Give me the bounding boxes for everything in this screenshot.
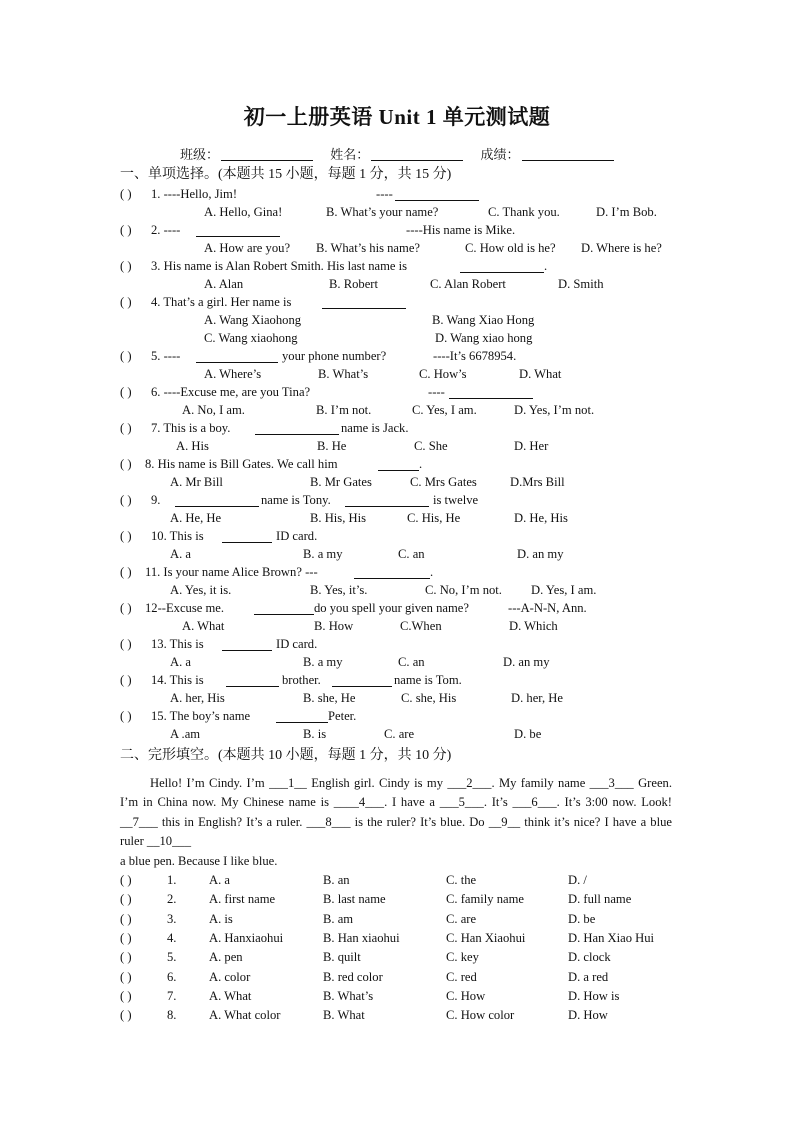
answer-bracket[interactable]: ( ) bbox=[120, 493, 132, 507]
question-stem: 14. This is bbox=[151, 673, 204, 687]
question-stem: 7. This is a boy. bbox=[151, 421, 231, 435]
option-b: B. Robert bbox=[329, 277, 378, 291]
option-b: B. His, His bbox=[310, 511, 366, 525]
option-c: C. red bbox=[446, 970, 477, 984]
option-b: B. What’s bbox=[318, 367, 369, 381]
option-d: D. What bbox=[519, 367, 562, 381]
option-d: D.Mrs Bill bbox=[510, 475, 565, 489]
option-c: C. the bbox=[446, 873, 477, 887]
answer-blank bbox=[196, 350, 278, 363]
option-d: D. a red bbox=[568, 970, 609, 984]
answer-bracket[interactable]: ( ) bbox=[120, 1008, 132, 1022]
option-a: A. Yes, it is. bbox=[170, 583, 232, 597]
option-b: B. What’s your name? bbox=[326, 205, 439, 219]
option-d: D. I’m Bob. bbox=[596, 205, 657, 219]
option-d: D. Yes, I am. bbox=[531, 583, 597, 597]
cloze-passage bbox=[120, 774, 672, 852]
answer-blank bbox=[222, 638, 272, 651]
answer-blank bbox=[345, 494, 429, 507]
option-d: D. Wang xiao hong bbox=[435, 331, 533, 345]
option-c: C. key bbox=[446, 950, 479, 964]
question-stem-part: do you spell your given name? bbox=[314, 601, 469, 615]
answer-bracket[interactable]: ( ) bbox=[120, 912, 132, 926]
option-b: B. am bbox=[323, 912, 354, 926]
option-c: C. an bbox=[398, 547, 425, 561]
cloze-question-number: 7. bbox=[167, 989, 177, 1003]
question-stem-part: ID card. bbox=[276, 529, 318, 543]
option-c: C. an bbox=[398, 655, 425, 669]
option-d: D. How is bbox=[568, 989, 620, 1003]
question-stem: 9. bbox=[151, 493, 161, 507]
answer-bracket[interactable]: ( ) bbox=[120, 970, 132, 984]
option-b: B. I’m not. bbox=[316, 403, 372, 417]
option-c: C. How bbox=[446, 989, 486, 1003]
question-stem: 11. Is your name Alice Brown? --- bbox=[145, 565, 318, 579]
option-a: A. is bbox=[209, 912, 233, 926]
option-c: C. are bbox=[446, 912, 477, 926]
answer-bracket[interactable]: ( ) bbox=[120, 385, 132, 399]
answer-bracket[interactable]: ( ) bbox=[120, 637, 132, 651]
cloze-question-number: 2. bbox=[167, 892, 177, 906]
answer-blank bbox=[322, 296, 406, 309]
question-stem-part: . bbox=[544, 259, 548, 273]
option-b: B. is bbox=[303, 727, 327, 741]
question-stem: 5. ---- bbox=[151, 349, 181, 363]
option-d: D. her, He bbox=[511, 691, 563, 705]
question-reply: ---A-N-N, Ann. bbox=[508, 601, 587, 615]
answer-blank bbox=[222, 530, 272, 543]
option-a: A. How are you? bbox=[204, 241, 291, 255]
option-a: A .am bbox=[170, 727, 201, 741]
option-a: A. What bbox=[182, 619, 225, 633]
option-c: C. How color bbox=[446, 1008, 515, 1022]
cloze-question-number: 1. bbox=[167, 873, 177, 887]
answer-bracket[interactable]: ( ) bbox=[120, 421, 132, 435]
answer-bracket[interactable]: ( ) bbox=[120, 349, 132, 363]
question-stem: 8. His name is Bill Gates. We call him bbox=[145, 457, 338, 471]
question-stem: 13. This is bbox=[151, 637, 204, 651]
question-stem-part: . bbox=[419, 457, 423, 471]
answer-bracket[interactable]: ( ) bbox=[120, 892, 132, 906]
answer-bracket[interactable]: ( ) bbox=[120, 950, 132, 964]
question-stem-part: your phone number? bbox=[282, 349, 387, 363]
option-b: B. What’s bbox=[323, 989, 374, 1003]
option-a: A. What bbox=[209, 989, 252, 1003]
question-stem-part: brother. bbox=[282, 673, 321, 687]
answer-blank bbox=[332, 674, 392, 687]
answer-blank bbox=[378, 458, 419, 471]
answer-blank bbox=[354, 566, 430, 579]
option-b: B. How bbox=[314, 619, 354, 633]
answer-bracket[interactable]: ( ) bbox=[120, 565, 132, 579]
answer-bracket[interactable]: ( ) bbox=[120, 187, 132, 201]
option-b: B. red color bbox=[323, 970, 383, 984]
option-c: C. Wang xiaohong bbox=[204, 331, 298, 345]
answer-blank bbox=[395, 188, 479, 201]
option-c: C. are bbox=[384, 727, 415, 741]
option-c: C. She bbox=[414, 439, 448, 453]
option-b: B. an bbox=[323, 873, 350, 887]
cloze-question-number: 6. bbox=[167, 970, 177, 984]
option-a: A. a bbox=[170, 655, 191, 669]
name-blank[interactable] bbox=[371, 148, 463, 161]
option-a: A. her, His bbox=[170, 691, 225, 705]
option-c: C.When bbox=[400, 619, 442, 633]
answer-bracket[interactable]: ( ) bbox=[120, 989, 132, 1003]
class-label: 班级： bbox=[180, 147, 220, 162]
option-c: C. How old is he? bbox=[465, 241, 556, 255]
answer-bracket[interactable]: ( ) bbox=[120, 457, 132, 471]
option-d: D. be bbox=[568, 912, 596, 926]
question-stem-part: . bbox=[430, 565, 434, 579]
option-c: C. How’s bbox=[419, 367, 467, 381]
question-stem-part: ----His name is Mike. bbox=[406, 223, 516, 237]
option-d: D. Yes, I’m not. bbox=[514, 403, 595, 417]
answer-blank bbox=[460, 260, 544, 273]
option-c: C. No, I’m not. bbox=[425, 583, 502, 597]
option-d: D. Which bbox=[509, 619, 558, 633]
option-d: D. Han Xiao Hui bbox=[568, 931, 655, 945]
question-stem: 2. ---- bbox=[151, 223, 181, 237]
cloze-question-number: 5. bbox=[167, 950, 177, 964]
option-a: A. color bbox=[209, 970, 251, 984]
answer-bracket[interactable]: ( ) bbox=[120, 709, 132, 723]
option-a: A. What color bbox=[209, 1008, 281, 1022]
score-blank[interactable] bbox=[522, 148, 614, 161]
option-d: D. an my bbox=[503, 655, 550, 669]
question-stem: 1. ----Hello, Jim! bbox=[151, 187, 238, 201]
option-a: A. Alan bbox=[204, 277, 244, 291]
answer-blank bbox=[254, 602, 314, 615]
question-stem-part: name is Tony. bbox=[261, 493, 331, 507]
option-a: A. No, I am. bbox=[182, 403, 245, 417]
question-stem: 4. That’s a girl. Her name is bbox=[151, 295, 292, 309]
option-c: C. Yes, I am. bbox=[412, 403, 477, 417]
answer-blank bbox=[175, 494, 259, 507]
option-d: D. Smith bbox=[558, 277, 604, 291]
option-a: A. His bbox=[176, 439, 209, 453]
option-c: C. Alan Robert bbox=[430, 277, 506, 291]
section1-heading: 一、单项选择。(本题共 15 小题，每题 1 分，共 15 分) bbox=[120, 167, 452, 182]
option-c: C. Mrs Gates bbox=[410, 475, 477, 489]
option-a: A. Hanxiaohui bbox=[209, 931, 284, 945]
option-d: D. / bbox=[568, 873, 587, 887]
answer-bracket[interactable]: ( ) bbox=[120, 295, 132, 309]
option-b: B. quilt bbox=[323, 950, 361, 964]
name-label: 姓名： bbox=[330, 147, 370, 162]
student-info-row bbox=[180, 144, 628, 163]
question-stem-part: name is Jack. bbox=[341, 421, 409, 435]
option-b: B. Wang Xiao Hong bbox=[432, 313, 535, 327]
answer-bracket[interactable]: ( ) bbox=[120, 931, 132, 945]
option-d: D. be bbox=[514, 727, 542, 741]
cloze-question-number: 4. bbox=[167, 931, 177, 945]
option-a: A. Where’s bbox=[204, 367, 262, 381]
question-stem-part: ID card. bbox=[276, 637, 318, 651]
option-b: B. What bbox=[323, 1008, 365, 1022]
option-a: A. a bbox=[209, 873, 230, 887]
question-stem-part: Peter. bbox=[328, 709, 357, 723]
option-d: D. clock bbox=[568, 950, 611, 964]
cloze-passage-text: Hello! I’m Cindy. I’m ___1__ English girl. Cindy is my ___2___. My family name ___3___ Green. I’m in China now. My Chinese name is ____4___. I have a ___5___. It’s ___6___. It’s 3:00 now. Look! __7___ this in English? It’s a ruler. ___8___ is the ruler? It’s blue. Do __9__ think it’s nice? I have a blue ruler __10___ bbox=[120, 776, 672, 849]
option-d: D. Where is he? bbox=[581, 241, 662, 255]
option-c: C. Thank you. bbox=[488, 205, 560, 219]
question-stem-part: is twelve bbox=[433, 493, 479, 507]
option-a: A. a bbox=[170, 547, 191, 561]
answer-blank bbox=[276, 710, 328, 723]
cloze-passage-end: a blue pen. Because I like blue. bbox=[120, 854, 278, 868]
cloze-question-number: 3. bbox=[167, 912, 177, 926]
option-c: C. she, His bbox=[401, 691, 457, 705]
option-c: C. His, He bbox=[407, 511, 461, 525]
option-b: B. He bbox=[317, 439, 347, 453]
section2-heading: 二、完形填空。(本题共 10 小题，每题 1 分，共 10 分) bbox=[120, 748, 452, 763]
option-b: B. What’s his name? bbox=[316, 241, 420, 255]
page-title: 初一上册英语 Unit 1 单元测试题 bbox=[243, 105, 551, 129]
answer-bracket[interactable]: ( ) bbox=[120, 673, 132, 687]
question-stem-part: name is Tom. bbox=[394, 673, 462, 687]
option-a: A. Wang Xiaohong bbox=[204, 313, 302, 327]
answer-bracket[interactable]: ( ) bbox=[120, 529, 132, 543]
question-stem: 10. This is bbox=[151, 529, 204, 543]
option-c: C. family name bbox=[446, 892, 524, 906]
option-b: B. a my bbox=[303, 547, 343, 561]
answer-bracket[interactable]: ( ) bbox=[120, 873, 132, 887]
option-a: A. Hello, Gina! bbox=[204, 205, 283, 219]
cloze-question-number: 8. bbox=[167, 1008, 177, 1022]
option-b: B. Mr Gates bbox=[310, 475, 372, 489]
question-stem: 15. The boy’s name bbox=[151, 709, 251, 723]
option-a: A. pen bbox=[209, 950, 243, 964]
question-stem-part: ---- bbox=[376, 187, 393, 201]
option-a: A. first name bbox=[209, 892, 276, 906]
option-a: A. He, He bbox=[170, 511, 222, 525]
option-d: D. an my bbox=[517, 547, 564, 561]
question-stem-part: ---- bbox=[428, 385, 445, 399]
option-b: B. Han xiaohui bbox=[323, 931, 400, 945]
option-b: B. Yes, it’s. bbox=[310, 583, 368, 597]
answer-bracket[interactable]: ( ) bbox=[120, 223, 132, 237]
answer-blank bbox=[255, 422, 339, 435]
option-d: D. How bbox=[568, 1008, 608, 1022]
question-reply: ----It’s 6678954. bbox=[433, 349, 517, 363]
score-label: 成绩： bbox=[480, 147, 520, 162]
option-d: D. He, His bbox=[514, 511, 568, 525]
question-stem: 12--Excuse me. bbox=[145, 601, 225, 615]
class-blank[interactable] bbox=[221, 148, 313, 161]
answer-blank bbox=[449, 386, 533, 399]
option-b: B. she, He bbox=[303, 691, 356, 705]
question-stem: 6. ----Excuse me, are you Tina? bbox=[151, 385, 311, 399]
option-d: D. full name bbox=[568, 892, 632, 906]
answer-blank bbox=[226, 674, 279, 687]
question-stem: 3. His name is Alan Robert Smith. His last name is bbox=[151, 259, 408, 273]
answer-blank bbox=[196, 224, 280, 237]
answer-bracket[interactable]: ( ) bbox=[120, 259, 132, 273]
option-a: A. Mr Bill bbox=[170, 475, 223, 489]
answer-bracket[interactable]: ( ) bbox=[120, 601, 132, 615]
option-d: D. Her bbox=[514, 439, 549, 453]
option-c: C. Han Xiaohui bbox=[446, 931, 526, 945]
option-b: B. a my bbox=[303, 655, 343, 669]
option-b: B. last name bbox=[323, 892, 386, 906]
